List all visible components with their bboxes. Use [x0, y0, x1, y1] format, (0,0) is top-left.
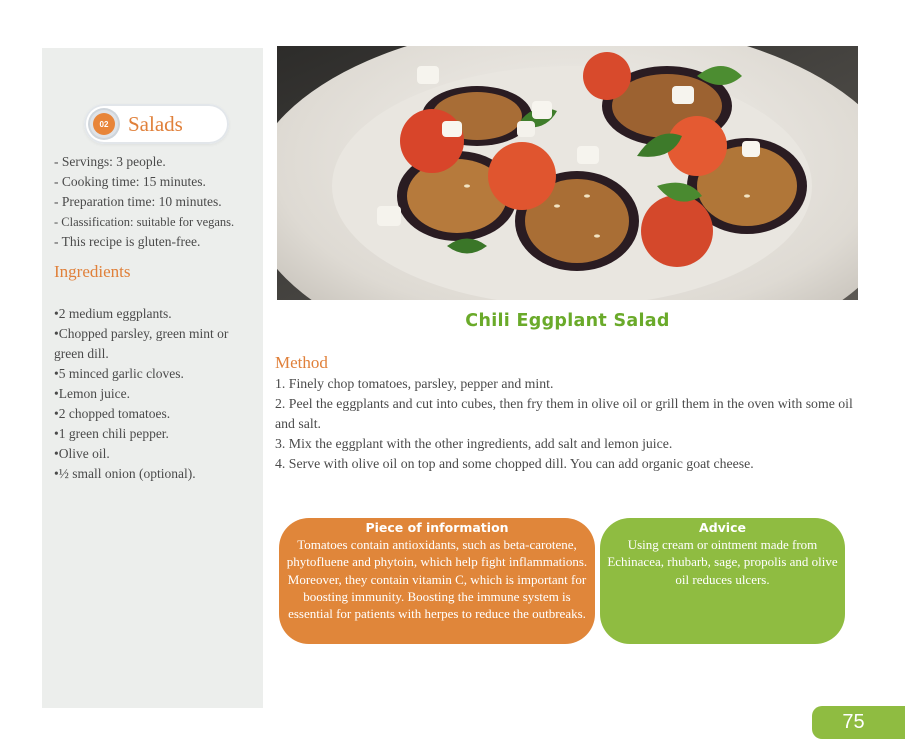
page-number: 75: [812, 706, 905, 739]
chapter-title: Salads: [128, 112, 183, 136]
method-step: 1. Finely chop tomatoes, parsley, pepper and mint.: [275, 376, 554, 391]
ingredient-item: •5 minced garlic cloves.: [54, 366, 184, 381]
advice-box: [600, 518, 845, 644]
method-step: 4. Serve with olive oil on top and some chopped dill. You can add organic goat cheese.: [275, 456, 754, 471]
method-step: 2. Peel the eggplants and cut into cubes, then fry them in olive oil or grill them in the oven with some oil and salt.: [275, 396, 853, 431]
meta-classification: - Classification: suitable for vegans.: [54, 215, 235, 229]
ingredients-heading: Ingredients: [54, 262, 131, 281]
meta-gluten-free: - This recipe is gluten-free.: [54, 234, 201, 249]
ingredient-item: •1 green chili pepper.: [54, 426, 169, 441]
recipe-photo: [277, 46, 858, 300]
info-box: [279, 518, 595, 644]
recipe-meta-list: [54, 152, 259, 252]
ingredient-item: •2 chopped tomatoes.: [54, 406, 171, 421]
meta-cooking-time: - Cooking time: 15 minutes.: [54, 174, 206, 189]
method-step: 3. Mix the eggplant with the other ingredients, add salt and lemon juice.: [275, 436, 673, 451]
info-box-title: Piece of information: [365, 520, 509, 535]
ingredient-item: •Chopped parsley, green mint or green dill.: [54, 326, 229, 361]
meta-preparation-time: - Preparation time: 10 minutes.: [54, 194, 222, 209]
ingredients-list: [54, 304, 254, 484]
ingredient-item: •Olive oil.: [54, 446, 110, 461]
method-steps: [275, 374, 855, 474]
meta-servings: - Servings: 3 people.: [54, 154, 166, 169]
method-heading: Method: [275, 353, 328, 372]
ingredient-item: •½ small onion (optional).: [54, 466, 196, 481]
advice-box-body: Using cream or ointment made from Echinacea, rhubarb, sage, propolis and olive oil reduces ulcers.: [607, 537, 838, 587]
eggplant-salad-illustration: [277, 46, 858, 300]
advice-box-title: Advice: [699, 520, 746, 535]
ingredient-item: •Lemon juice.: [54, 386, 130, 401]
ingredient-item: •2 medium eggplants.: [54, 306, 172, 321]
chapter-number-badge: 02: [93, 113, 115, 135]
info-box-body: Tomatoes contain antioxidants, such as beta-carotene, phytofluene and phytoin, which help fight inflammations. Moreover, they contain vitamin C, which is important for boosting immunity. Boosting the immune system is essential for patients with herpes to reduce the outbreaks.: [286, 537, 588, 622]
recipe-title: Chili Eggplant Salad: [465, 311, 670, 331]
